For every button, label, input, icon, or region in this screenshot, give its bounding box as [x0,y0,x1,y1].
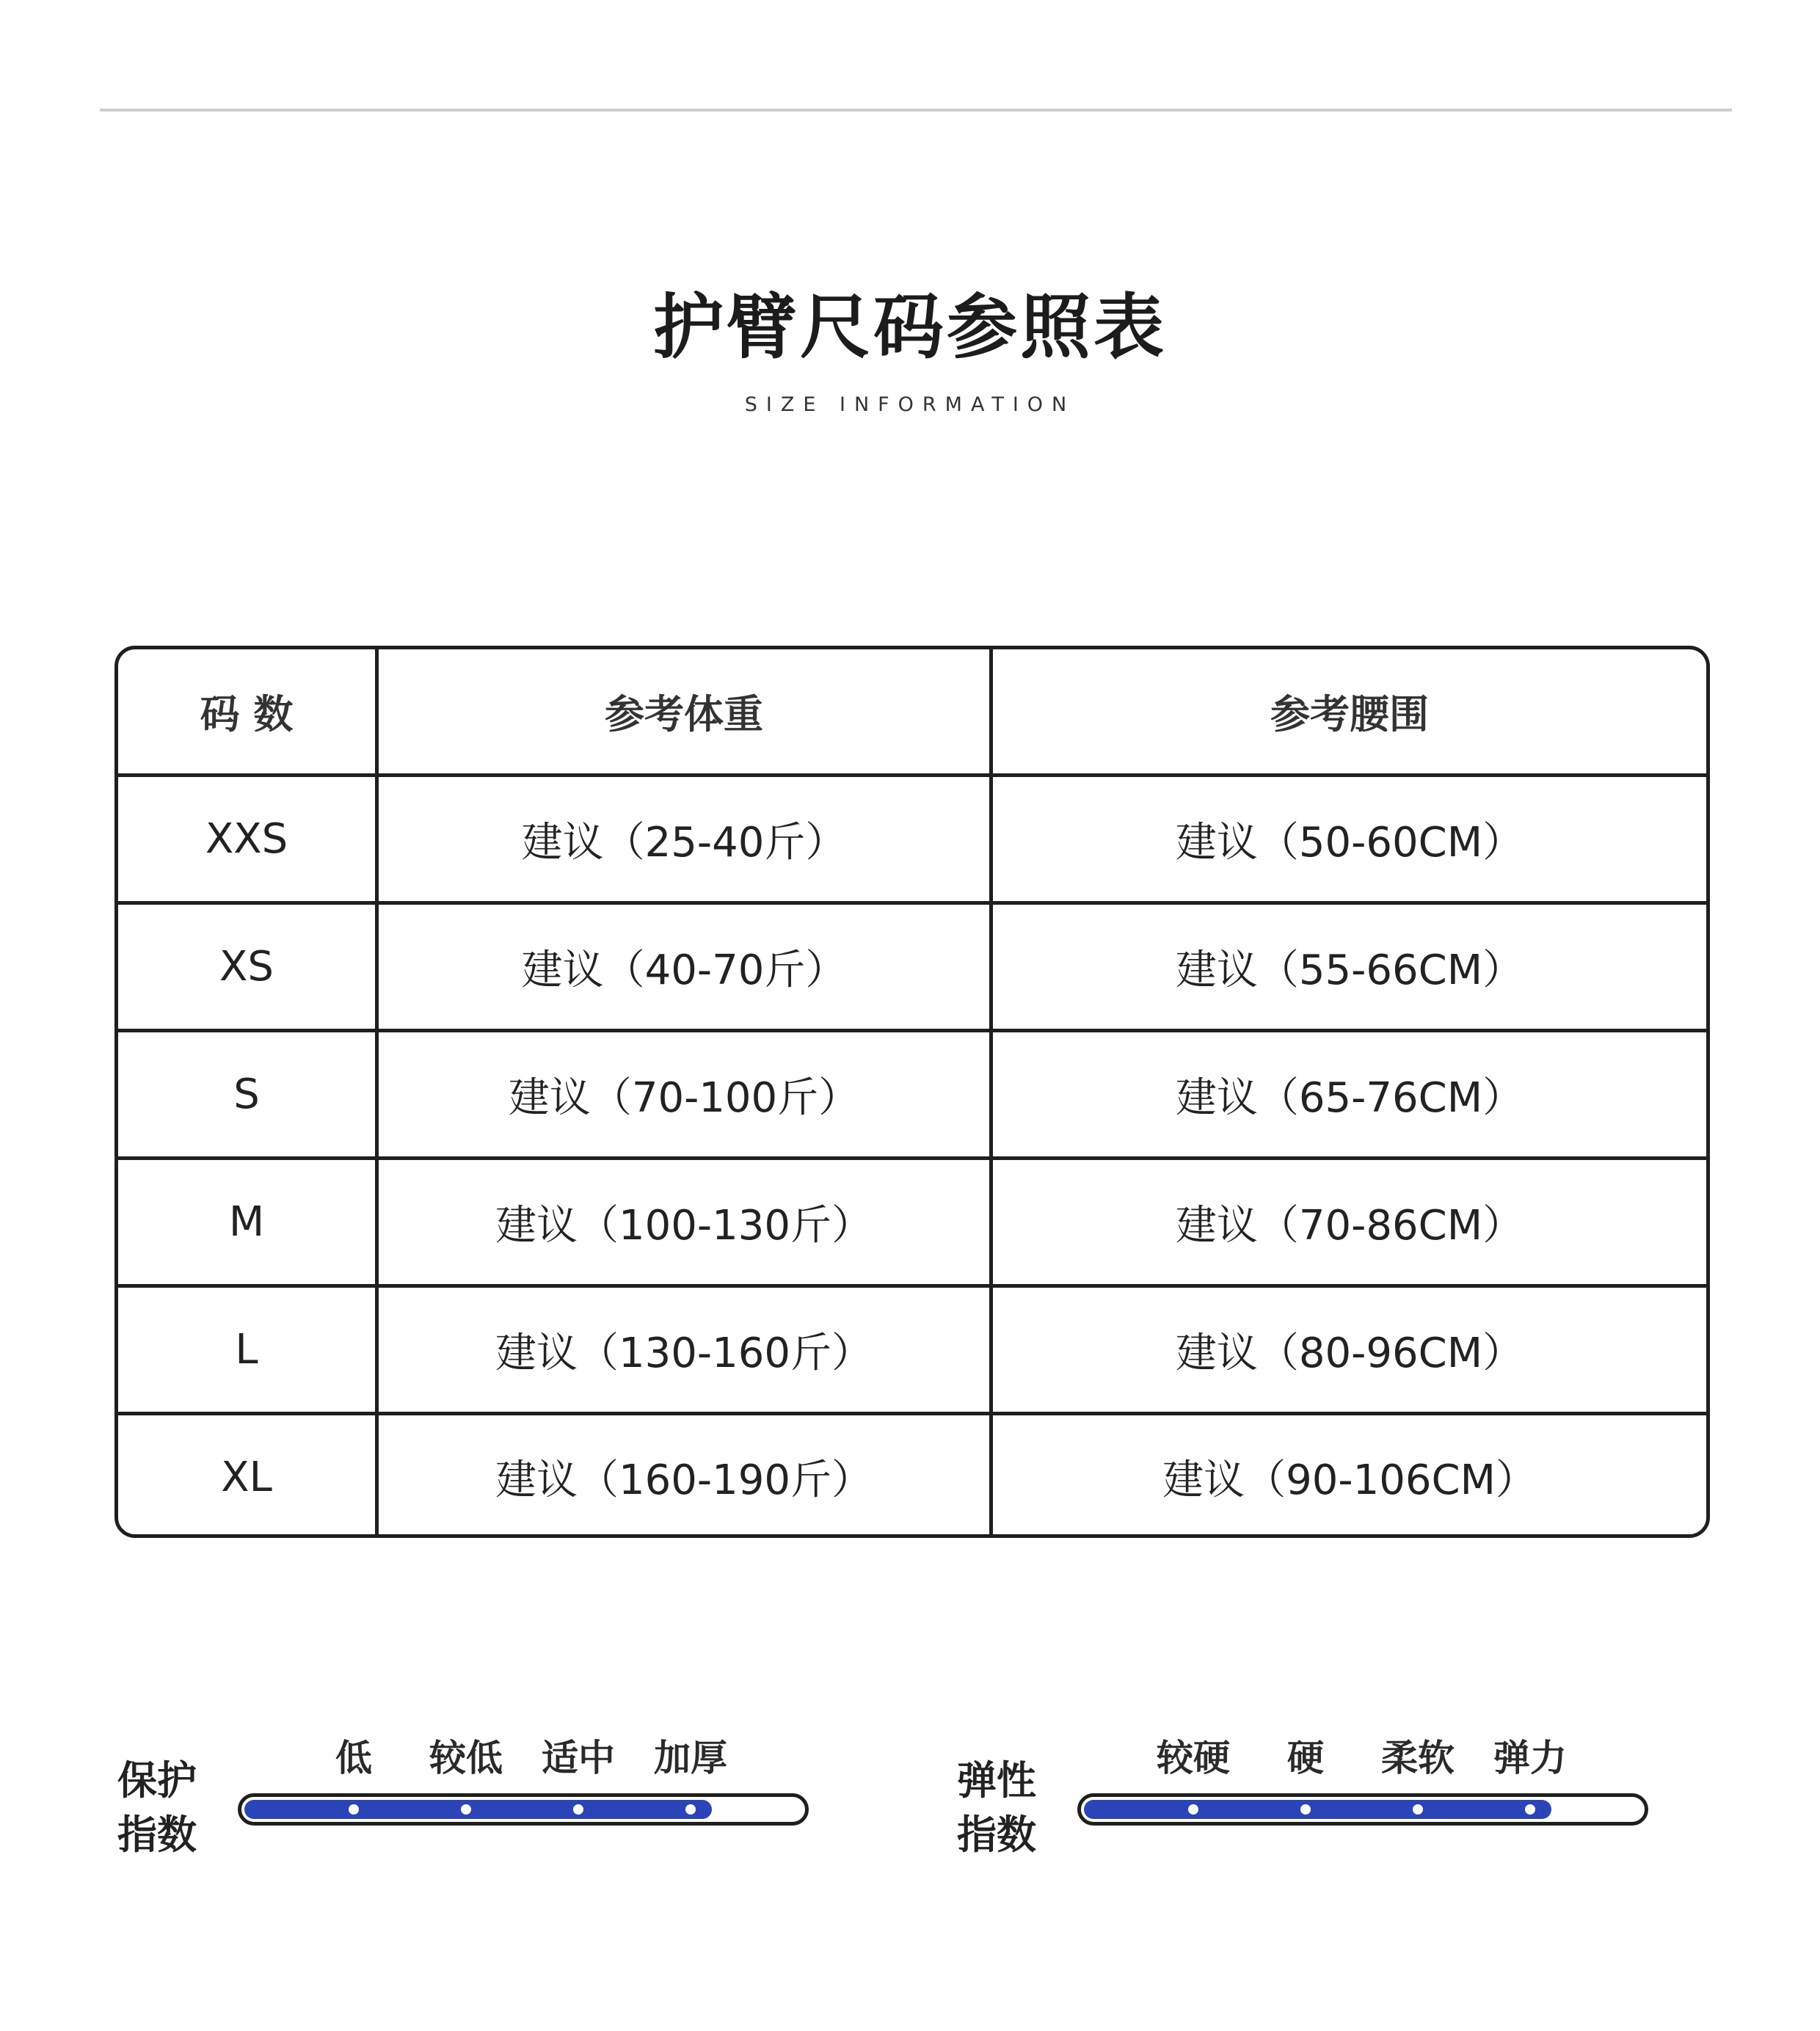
protection-level-label: 低 [335,1737,372,1779]
size-cell: M [118,1160,379,1284]
table-row [118,777,1706,905]
protection-level-bar [238,1793,809,1826]
column-header-waist: 参考腰围 [1270,691,1429,737]
size-cell: L [118,1288,379,1412]
waist-cell: 建议（80-96CM） [1175,1329,1524,1377]
waist-cell: 建议（55-66CM） [1175,946,1524,994]
elasticity-level-bar [1077,1793,1648,1826]
level-marker-dot [685,1804,696,1815]
level-marker-dot [1525,1804,1535,1815]
weight-cell: 建议（25-40斤） [379,777,993,901]
elasticity-level-label: 硬 [1287,1737,1324,1779]
elasticity-level-fill [1084,1800,1551,1819]
elasticity-level-label: 柔软 [1381,1737,1455,1779]
level-marker-dot [1188,1804,1198,1815]
table-row [118,1160,1706,1288]
protection-label-line1: 保护 [117,1757,197,1804]
waist-cell: 建议（90-106CM） [1162,1456,1537,1504]
protection-index-label [117,1754,197,1862]
protection-level-label: 适中 [542,1737,615,1779]
column-header-size: 码 数 [118,649,379,773]
weight-cell: 建议（130-160斤） [379,1288,993,1412]
protection-level-label: 较低 [429,1737,503,1779]
waist-cell: 建议（70-86CM） [1175,1201,1524,1250]
protection-index-meter [117,1717,895,1878]
level-marker-dot [349,1804,359,1815]
protection-label-line2: 指数 [117,1812,197,1858]
table-row [118,1415,1706,1538]
top-divider [100,109,1732,112]
size-cell: XL [118,1415,379,1538]
table-header-row [118,649,1706,777]
size-table [114,646,1710,1538]
weight-cell: 建议（70-100斤） [379,1032,993,1156]
elasticity-index-label [957,1754,1036,1862]
size-cell: XS [118,905,379,1029]
page-subtitle: SIZE INFORMATION [744,393,1076,416]
level-marker-dot [573,1804,583,1815]
size-cell: XXS [118,777,379,901]
elasticity-label-line1: 弹性 [957,1757,1036,1804]
level-marker-dot [1300,1804,1311,1815]
weight-cell: 建议（40-70斤） [379,905,993,1029]
protection-level-fill [244,1800,712,1819]
weight-cell: 建议（160-190斤） [379,1415,993,1538]
weight-cell: 建议（100-130斤） [379,1160,993,1284]
elasticity-index-meter [957,1717,1735,1878]
protection-level-label: 加厚 [654,1737,727,1779]
size-cell: S [118,1032,379,1156]
column-header-weight: 参考体重 [379,649,993,773]
page-title: 护臂尺码参照表 [653,286,1167,368]
elasticity-label-line2: 指数 [957,1812,1036,1858]
level-marker-dot [1413,1804,1423,1815]
table-row [118,905,1706,1032]
waist-cell: 建议（65-76CM） [1175,1073,1524,1122]
table-row [118,1288,1706,1415]
waist-cell: 建议（50-60CM） [1175,818,1524,867]
elasticity-level-label: 较硬 [1157,1737,1230,1779]
table-row [118,1032,1706,1160]
level-marker-dot [461,1804,471,1815]
elasticity-level-label: 弹力 [1493,1737,1567,1779]
